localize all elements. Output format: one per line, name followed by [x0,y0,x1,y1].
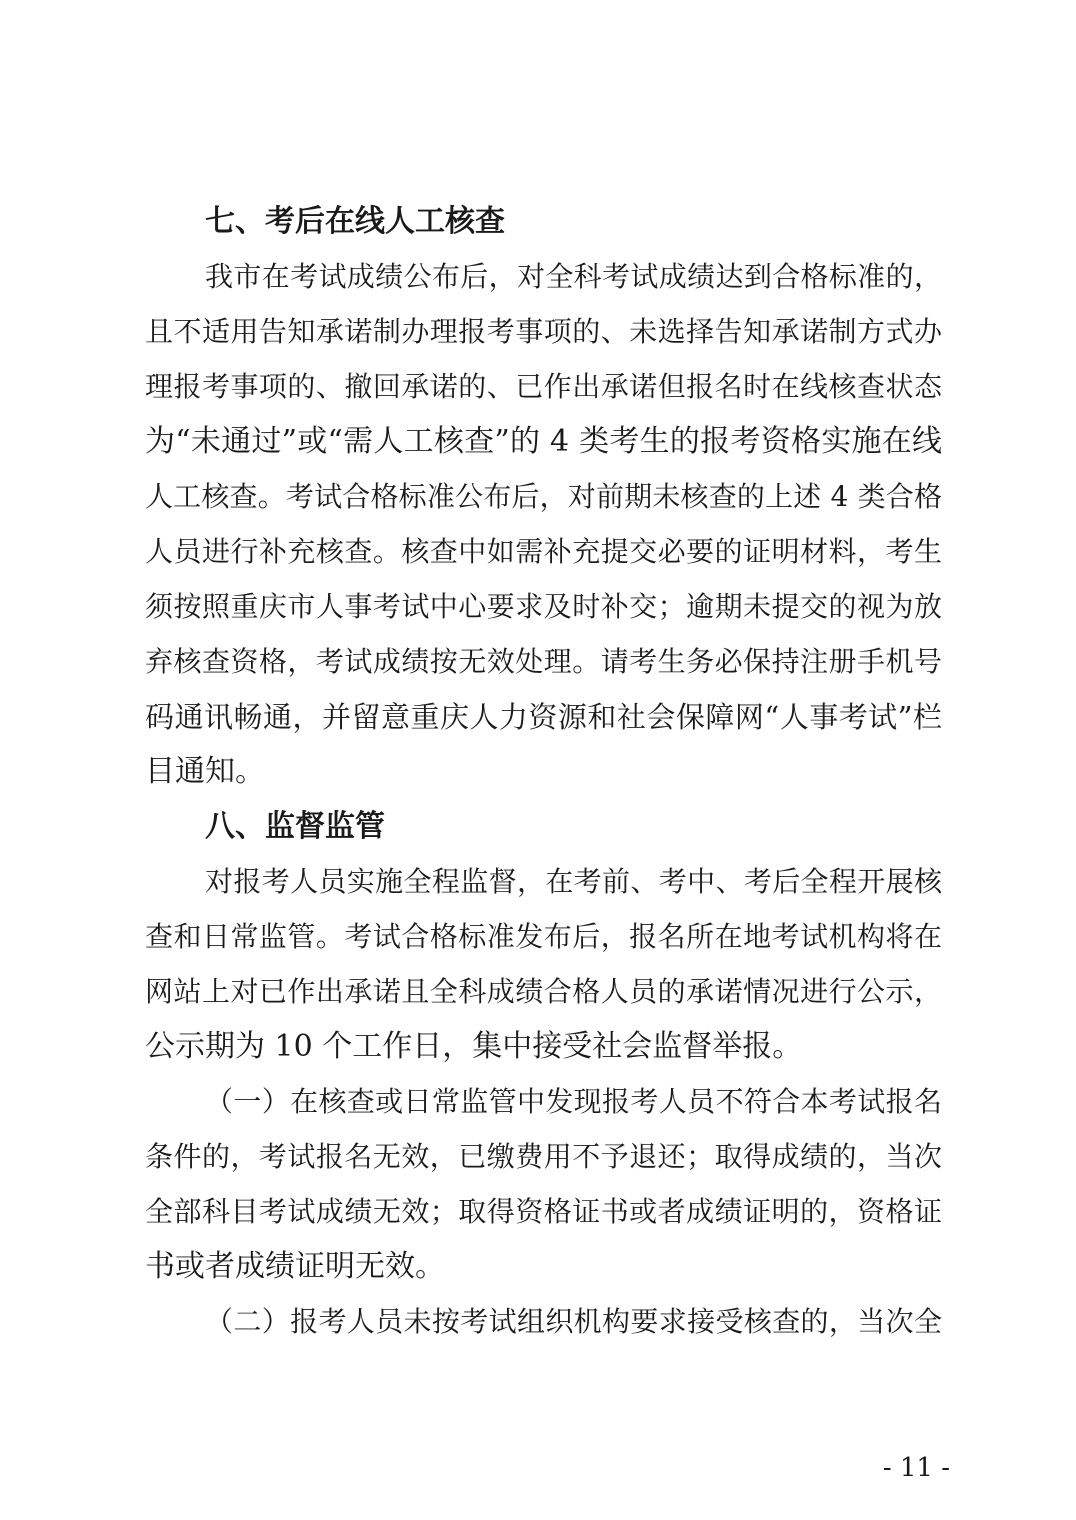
paragraph-line [0,579,1076,635]
line-text: （二）报考人员未按考试组织机构要求接受核查的，当次全 [205,1305,943,1338]
paragraph-line [0,1019,1076,1075]
paragraph-line [0,304,1076,360]
line-text: 理报考事项的、撤回承诺的、已作出承诺但报名时在线核查状态 [145,370,943,403]
line-text: 书或者成绩证明无效。 [145,1249,445,1284]
paragraph-line [0,964,1076,1020]
line-text: 我市在考试成绩公布后，对全科考试成绩达到合格标准的， [205,260,943,293]
line-text: 查和日常监管。考试合格标准发布后，报名所在地考试机构将在 [145,920,943,953]
section-heading-7 [0,194,1076,250]
paragraph-line [0,1184,1076,1240]
paragraph-line [0,909,1076,965]
paragraph-line [0,249,1076,305]
line-text: 全部科目考试成绩无效；取得资格证书或者成绩证明的，资格证 [145,1195,943,1228]
line-text: 网站上对已作出承诺且全科成绩合格人员的承诺情况进行公示， [145,975,943,1008]
section-heading-8 [0,799,1076,855]
line-text: 人员进行补充核查。核查中如需补充提交必要的证明材料，考生 [145,535,943,568]
line-text: 弃核查资格，考试成绩按无效处理。请考生务必保持注册手机号 [145,645,943,678]
line-text: 条件的，考试报名无效，已缴费用不予退还；取得成绩的，当次 [145,1140,943,1173]
line-text: 码通讯畅通，并留意重庆人力资源和社会保障网“人事考试”栏 [145,700,943,734]
page-number: - 11 - [882,1453,950,1483]
paragraph-line [0,854,1076,910]
paragraph-line [0,689,1076,745]
line-text: 人工核查。考试合格标准公布后，对前期未核查的上述 4 类合格 [145,480,943,513]
line-text: 目通知。 [145,754,265,789]
heading-text: 七、考后在线人工核查 [205,204,505,239]
paragraph-line [0,524,1076,580]
paragraph-line [0,1074,1076,1130]
paragraph-line [0,634,1076,690]
paragraph-line [0,1294,1076,1350]
line-text: 为“未通过”或“需人工核查”的 4 类考生的报考资格实施在线 [145,424,943,459]
heading-text: 八、监督监管 [205,809,385,844]
line-text: 公示期为 10 个工作日，集中接受社会监督举报。 [145,1029,803,1064]
line-text: （一）在核查或日常监管中发现报考人员不符合本考试报名 [205,1085,943,1118]
paragraph-line [0,744,1076,800]
paragraph-line [0,1239,1076,1295]
line-text: 且不适用告知承诺制办理报考事项的、未选择告知承诺制方式办 [145,315,943,348]
paragraph-line [0,469,1076,525]
paragraph-line [0,359,1076,415]
paragraph-line [0,414,1076,470]
paragraph-line [0,1129,1076,1185]
line-text: 须按照重庆市人事考试中心要求及时补交；逾期未提交的视为放 [145,590,943,623]
line-text: 对报考人员实施全程监督，在考前、考中、考后全程开展核 [205,865,943,898]
